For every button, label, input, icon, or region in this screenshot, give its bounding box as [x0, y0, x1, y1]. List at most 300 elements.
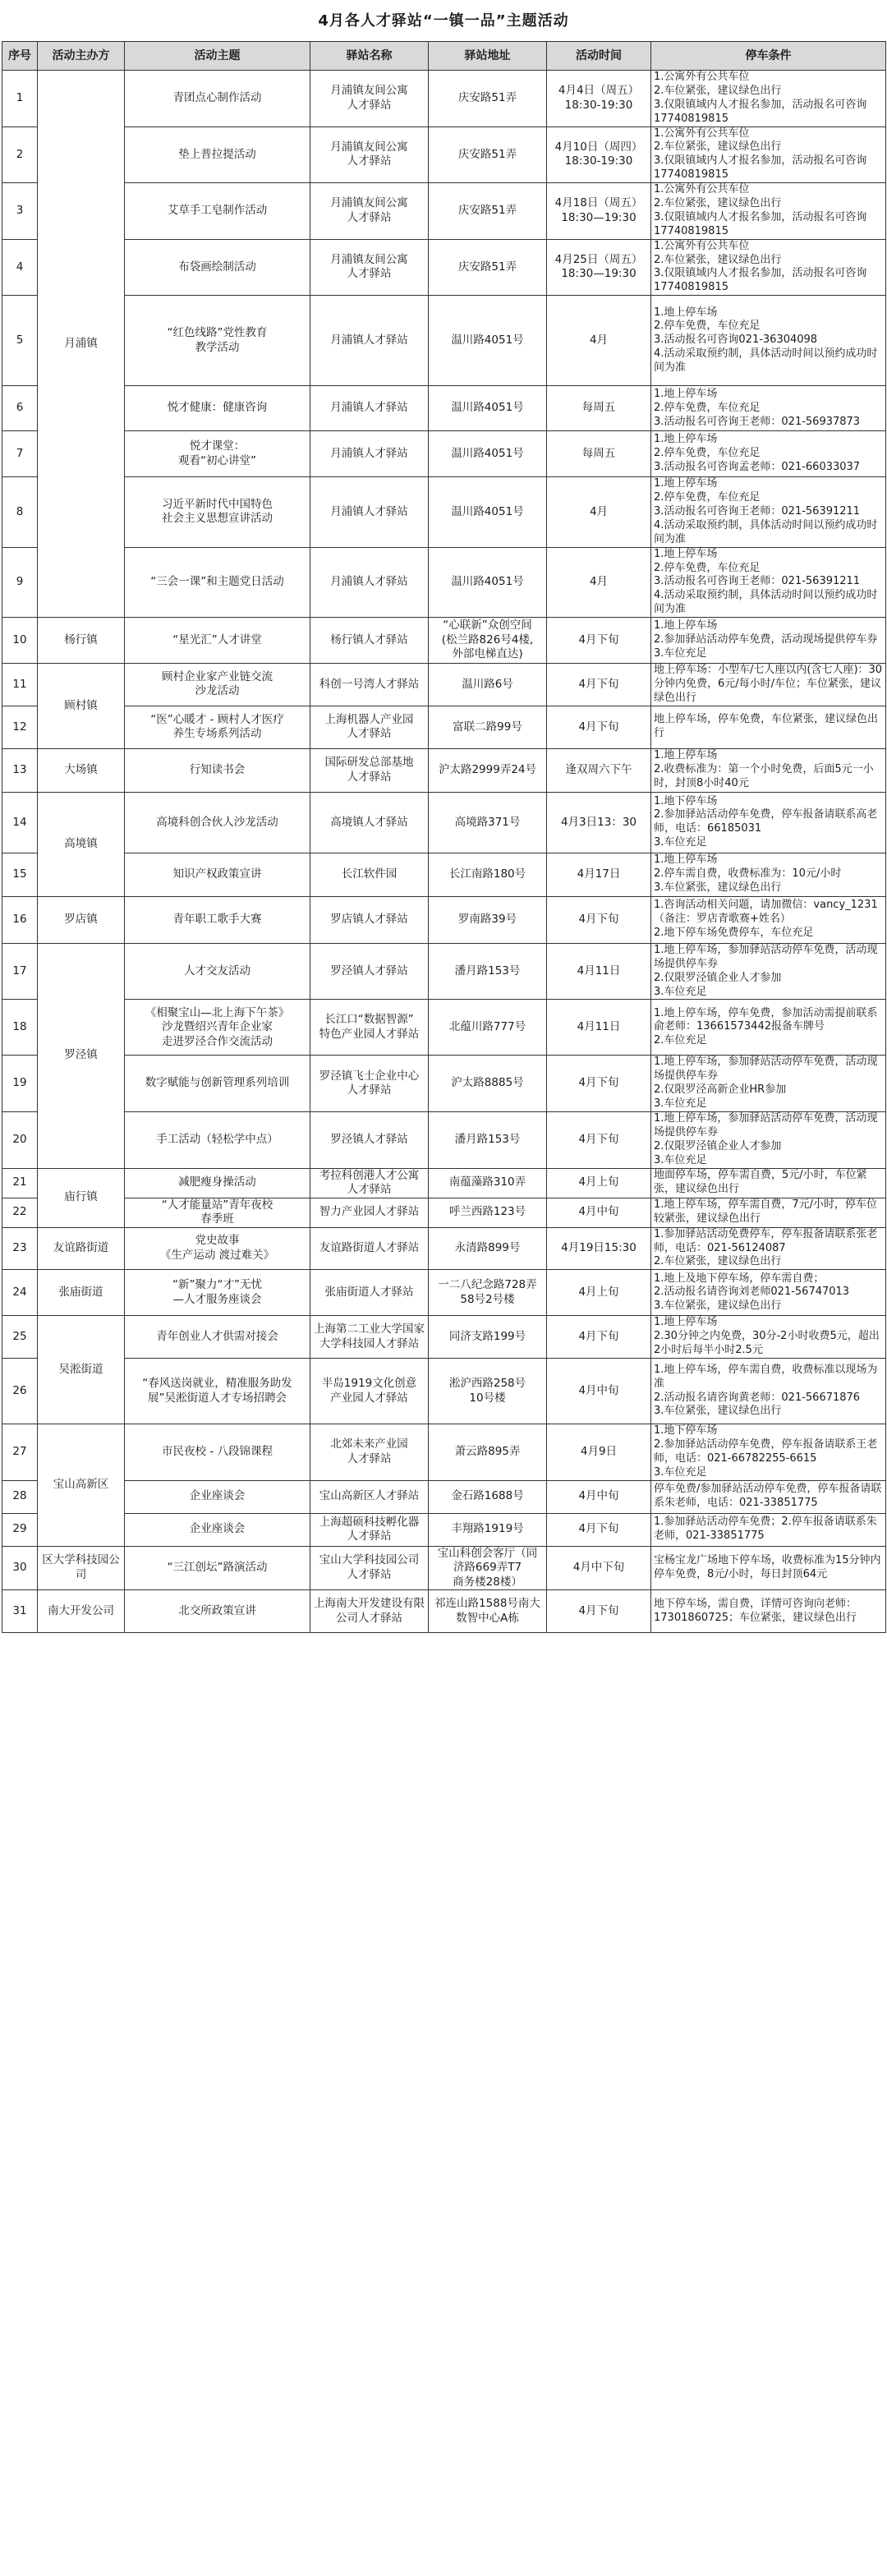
station-name-line: 杨行镇人才驿站 — [330, 632, 408, 646]
activity-time — [547, 792, 651, 853]
station-name-line: 人才驿站 — [347, 1083, 392, 1097]
station-name — [310, 1111, 429, 1168]
header-theme: 活动主题 — [125, 42, 310, 71]
parking-conditions-line: 3.仅限镇域内人才报名参加，活动报名可咨询17740819815 — [654, 210, 867, 237]
activity-time — [547, 1316, 651, 1359]
activity-theme-line: 人才交友活动 — [184, 964, 250, 978]
row-number: 10 — [2, 618, 38, 664]
table-row — [2, 1359, 886, 1424]
parking-conditions — [651, 792, 886, 853]
table-row — [2, 431, 886, 477]
activity-theme-line: 艾草手工皂制作活动 — [167, 204, 268, 218]
station-address-line: 南蕴藻路310弄 — [448, 1175, 526, 1189]
row-number: 23 — [2, 1227, 38, 1270]
table-row — [2, 1590, 886, 1633]
activity-time — [547, 706, 651, 748]
parking-conditions-line: 2.活动报名请咨询刘老师021-56747013 — [654, 1286, 850, 1299]
station-address-line: 温川路4051号 — [451, 446, 524, 460]
station-address-line: 萧云路895弄 — [454, 1445, 521, 1459]
table-row — [2, 1480, 886, 1513]
activity-theme — [125, 1590, 310, 1633]
station-name — [310, 1270, 429, 1316]
page-title: 4月各人才驿站“一镇一品”主题活动 — [318, 12, 569, 30]
station-address — [429, 1198, 547, 1227]
parking-conditions-line: 1.咨询活动相关问题，请加微信：vancy_1231（备注：罗店青歌赛+姓名） — [654, 899, 878, 926]
station-name-line: 月浦镇人才驿站 — [330, 504, 408, 518]
station-name-line: 罗泾镇人才驿站 — [330, 964, 408, 978]
parking-conditions — [651, 1424, 886, 1481]
parking-conditions-line: 2.30分钟之内免费，30分-2小时收费5元，超出2小时后每半小时2.5元 — [654, 1330, 880, 1357]
station-address-line: 潘月路153号 — [454, 964, 521, 978]
station-name — [310, 126, 429, 183]
activity-time-line: 4月18日（周五） — [554, 196, 643, 210]
table-row — [2, 1316, 886, 1359]
station-name-line: 人才驿站 — [347, 1567, 392, 1581]
parking-conditions-line: 2.停车免费，车位充足 — [654, 561, 761, 574]
parking-conditions-line: 1.地上停车场 — [654, 853, 718, 867]
station-address — [429, 239, 547, 296]
header-address: 驿站地址 — [429, 42, 547, 71]
station-name-line: 上海南大开发建设有限 — [314, 1597, 425, 1611]
station-name — [310, 1480, 429, 1513]
row-number: 12 — [2, 706, 38, 748]
activity-time — [547, 1590, 651, 1633]
station-address-line: 祁连山路1588号南大 — [434, 1597, 540, 1611]
station-name-line: 大学科技园人才驿站 — [319, 1336, 420, 1350]
station-name — [310, 853, 429, 896]
activity-time-line: 4月4日（周五） — [558, 84, 640, 98]
activity-time-line: 4月中旬 — [578, 1205, 619, 1219]
organizer-cell: 杨行镇 — [38, 618, 125, 664]
station-name-line: 人才驿站 — [347, 1183, 392, 1197]
table-row — [2, 1270, 886, 1316]
row-number: 3 — [2, 183, 38, 240]
table-body — [2, 71, 886, 1633]
activity-theme — [125, 71, 310, 127]
parking-conditions-line: 2.停车免费，车位充足 — [654, 491, 761, 504]
station-name-line: 智力产业园人才驿站 — [319, 1205, 420, 1219]
activity-time-line: 4月 — [589, 575, 609, 589]
header-parking: 停车条件 — [651, 42, 886, 71]
station-name-line: 高境镇人才驿站 — [330, 815, 408, 829]
activity-theme-line: 《生产运动 渡过难关》 — [159, 1249, 275, 1263]
activity-time — [547, 896, 651, 943]
table-row — [2, 71, 886, 127]
station-address-line: 淞沪西路258号 — [448, 1377, 526, 1390]
organizer-cell: 罗店镇 — [38, 896, 125, 943]
parking-conditions-line: 停车免费/参加驿站活动停车免费，停车报备请联系朱老师，电话：021-33851775 — [654, 1483, 882, 1510]
activity-theme-line: 企业座谈会 — [189, 1489, 246, 1503]
header-no: 序号 — [2, 42, 38, 71]
station-address — [429, 183, 547, 240]
station-name-line: 人才驿站 — [347, 727, 392, 741]
station-name-line: 人才驿站 — [347, 267, 392, 281]
table-row — [2, 239, 886, 296]
parking-conditions-line: 地下停车场，需自费，详情可咨询向老师：17301860725；车位紧张，建议绿色出行 — [654, 1597, 857, 1624]
activity-time-line: 4月下旬 — [578, 677, 619, 691]
activity-theme-line: 社会主义思想宣讲活动 — [162, 512, 273, 526]
station-address-line: 温川路4051号 — [451, 401, 524, 415]
activity-theme-line: 企业座谈会 — [189, 1522, 246, 1536]
table-row — [2, 664, 886, 706]
parking-conditions-line: 2.仅限罗泾镇企业人才参加 — [654, 971, 782, 984]
station-name — [310, 1546, 429, 1590]
activity-time — [547, 1168, 651, 1198]
organizer-cell: 张庙街道 — [38, 1270, 125, 1316]
parking-conditions-line: 1.地上停车场，参加驿站活动停车免费，活动现场提供停车券 — [654, 1056, 878, 1083]
header-row — [2, 42, 886, 71]
station-address-line: 罗南路39号 — [457, 913, 517, 927]
station-name — [310, 1590, 429, 1633]
activity-time-line: 4月17日 — [577, 867, 621, 881]
parking-conditions-line: 2.停车免费，车位充足 — [654, 447, 761, 460]
activity-theme-line: 市民夜校 - 八段锦课程 — [162, 1445, 273, 1459]
activity-theme-line: 走进罗泾合作交流活动 — [162, 1034, 273, 1048]
activity-time-line: 18:30-19:30 — [564, 154, 633, 168]
parking-conditions-line: 1.地上停车场，停车需自费，7元/小时，停车位较紧张，建议绿色出行 — [654, 1198, 878, 1226]
activity-theme — [125, 1111, 310, 1168]
parking-conditions-line: 3.活动报名可咨询王老师：021-56391211 — [654, 505, 861, 518]
header-station: 驿站名称 — [310, 42, 429, 71]
row-number: 18 — [2, 1000, 38, 1056]
organizer-cell: 吴淞街道 — [38, 1316, 125, 1424]
station-name — [310, 943, 429, 1000]
table-row — [2, 547, 886, 617]
station-name — [310, 477, 429, 547]
parking-conditions-line: 1.地上停车场 — [654, 433, 718, 446]
table-row — [2, 1168, 886, 1198]
parking-conditions — [651, 126, 886, 183]
table-row — [2, 1056, 886, 1112]
station-address-line: 温川路4051号 — [451, 575, 524, 589]
activity-time — [547, 748, 651, 792]
activity-theme — [125, 792, 310, 853]
activity-theme — [125, 1546, 310, 1590]
parking-conditions-line: 3.车位紧张，建议绿色出行 — [654, 1300, 782, 1313]
activity-theme-line: 展”吴淞街道人才专场招聘会 — [148, 1391, 287, 1405]
station-address-line: 丰翔路1919号 — [451, 1522, 524, 1536]
activity-time — [547, 71, 651, 127]
station-address — [429, 943, 547, 1000]
activity-time-line: 逢双周六下午 — [565, 763, 632, 777]
station-name — [310, 386, 429, 431]
parking-conditions — [651, 1546, 886, 1590]
parking-conditions-line: 2.车位紧张，建议绿色出行 — [654, 140, 782, 154]
station-address-line: 庆安路51弄 — [457, 91, 517, 104]
station-name-line: 上海机器人产业园 — [324, 712, 414, 726]
station-name-line: 宝山高新区人才驿站 — [319, 1489, 420, 1503]
parking-conditions-line: 3.车位紧张，建议绿色出行 — [654, 1405, 782, 1418]
station-address-line: 高境路371号 — [454, 815, 521, 829]
activity-theme-line: 手工活动（轻松学中点） — [156, 1132, 278, 1146]
parking-conditions — [651, 1480, 886, 1513]
station-address — [429, 853, 547, 896]
parking-conditions-line: 1.公寓外有公共车位 — [654, 239, 750, 252]
station-name — [310, 1198, 429, 1227]
activity-time-line: 4月 — [589, 504, 609, 518]
activity-theme — [125, 1270, 310, 1316]
row-number: 20 — [2, 1111, 38, 1168]
station-address — [429, 296, 547, 386]
organizer-cell: 大场镇 — [38, 748, 125, 792]
activity-time-line: 18:30—19:30 — [561, 267, 637, 281]
station-address — [429, 896, 547, 943]
activity-theme — [125, 239, 310, 296]
organizer-cell: 友谊路街道 — [38, 1227, 125, 1270]
parking-conditions — [651, 386, 886, 431]
parking-conditions — [651, 1000, 886, 1056]
station-address-line: 数智中心A栋 — [456, 1611, 519, 1625]
organizer-cell: 高境镇 — [38, 792, 125, 896]
table-row — [2, 792, 886, 853]
table-row — [2, 1198, 886, 1227]
parking-conditions-line: 1.公寓外有公共车位 — [654, 126, 750, 140]
station-address-line: 宝山科创会客厅（同 — [437, 1546, 538, 1560]
activity-time — [547, 1111, 651, 1168]
activity-time-line: 4月下旬 — [578, 1076, 619, 1090]
activity-theme-line: —人才服务座谈会 — [172, 1292, 262, 1306]
parking-conditions-line: 4.活动采取预约制，具体活动时间以预约成功时间为准 — [654, 347, 878, 375]
activity-time-line: 4月下旬 — [578, 1329, 619, 1343]
activity-time — [547, 126, 651, 183]
station-address-line: 金石路1688号 — [451, 1489, 524, 1503]
activity-theme-line: “医”心暖才 - 顾村人才医疗 — [150, 712, 284, 726]
station-address-line: 温川路4051号 — [451, 504, 524, 518]
station-name-line: 月浦镇人才驿站 — [330, 446, 408, 460]
activity-theme-line: 北交所政策宣讲 — [178, 1603, 256, 1617]
activity-time-line: 4月下旬 — [578, 632, 619, 646]
activity-theme — [125, 1227, 310, 1270]
parking-conditions — [651, 183, 886, 240]
header-time: 活动时间 — [547, 42, 651, 71]
station-name — [310, 239, 429, 296]
station-address — [429, 1513, 547, 1546]
organizer-cell: 区大学科技园公司 — [38, 1546, 125, 1590]
station-address — [429, 748, 547, 792]
parking-conditions-line: 1.地上停车场，停车需自费，收费标准以现场为准 — [654, 1363, 878, 1390]
station-name — [310, 1000, 429, 1056]
station-address — [429, 618, 547, 664]
parking-conditions-line: 4.活动采取预约制，具体活动时间以预约成功时间为准 — [654, 518, 878, 545]
station-address-line: 10号楼 — [469, 1391, 506, 1405]
parking-conditions-line: 1.地上及地下停车场，停车需自费； — [654, 1272, 825, 1285]
station-address — [429, 1316, 547, 1359]
activity-time-line: 4月下旬 — [578, 1522, 619, 1536]
row-number: 29 — [2, 1513, 38, 1546]
table-row — [2, 1227, 886, 1270]
station-name — [310, 706, 429, 748]
row-number: 25 — [2, 1316, 38, 1359]
activity-time-line: 每周五 — [581, 446, 616, 460]
row-number: 19 — [2, 1056, 38, 1112]
station-name-line: 罗店镇人才驿站 — [330, 913, 408, 927]
row-number: 27 — [2, 1424, 38, 1481]
activity-theme-line: “三江创坛”路演活动 — [167, 1561, 268, 1575]
row-number: 21 — [2, 1168, 38, 1198]
parking-conditions-line: 1.地上停车场 — [654, 306, 718, 319]
station-address — [429, 1590, 547, 1633]
parking-conditions-line: 宝杨宝龙广场地下停车场，收费标准为15分钟内停车免费，8元/小时，每日封顶64元 — [654, 1554, 881, 1580]
organizer-cell: 月浦镇 — [38, 71, 125, 618]
parking-conditions — [651, 477, 886, 547]
activity-time-line: 4月上旬 — [578, 1286, 619, 1300]
station-address — [429, 1546, 547, 1590]
activity-time-line: 18:30—19:30 — [561, 210, 637, 224]
station-address — [429, 1000, 547, 1056]
station-address — [429, 1424, 547, 1481]
parking-conditions-line: 3.车位充足 — [654, 647, 707, 660]
activity-theme-line: “三会一课”和主题党日活动 — [150, 575, 284, 589]
station-address-line: 同济支路199号 — [448, 1329, 526, 1343]
parking-conditions-line: 3.活动报名可咨询孟老师：021-66033037 — [654, 461, 861, 474]
activity-time — [547, 1546, 651, 1590]
station-name — [310, 183, 429, 240]
parking-conditions — [651, 706, 886, 748]
activity-theme — [125, 853, 310, 896]
row-number: 9 — [2, 547, 38, 617]
activity-time-line: 4月下旬 — [578, 1132, 619, 1146]
table-row — [2, 1513, 886, 1546]
header-organizer: 活动主办方 — [38, 42, 125, 71]
parking-conditions-line: 1.参加驿站活动停车免费；2.停车报备请联系朱老师，021-33851775 — [654, 1516, 877, 1543]
organizer-cell: 南大开发公司 — [38, 1590, 125, 1633]
activity-time — [547, 547, 651, 617]
parking-conditions — [651, 1316, 886, 1359]
station-name-line: 月浦镇友间公寓 — [330, 196, 408, 210]
activity-theme — [125, 296, 310, 386]
table-row — [2, 477, 886, 547]
station-address-line: 庆安路51弄 — [457, 147, 517, 161]
station-address-line: 外部电梯直达) — [452, 647, 523, 661]
parking-conditions-line: 1.地上停车场 — [654, 547, 718, 560]
activity-theme-line: 党史故事 — [195, 1234, 240, 1248]
activity-theme — [125, 896, 310, 943]
activity-theme — [125, 1056, 310, 1112]
parking-conditions — [651, 1168, 886, 1198]
parking-conditions-line: 3.车位充足 — [654, 1465, 707, 1479]
station-address-line: 庆安路51弄 — [457, 204, 517, 218]
activity-time — [547, 943, 651, 1000]
parking-conditions-line: 1.公寓外有公共车位 — [654, 71, 750, 83]
activity-time — [547, 1513, 651, 1546]
station-name-line: 上海第二工业大学国家 — [314, 1322, 425, 1336]
table-row — [2, 296, 886, 386]
activity-theme-line: 青年职工歌手大赛 — [172, 913, 262, 927]
parking-conditions-line: 2.车位紧张，建议绿色出行 — [654, 1255, 782, 1268]
activity-theme-line: 布袋画绘制活动 — [178, 260, 256, 274]
station-name-line: 人才驿站 — [347, 1451, 392, 1465]
parking-conditions-line: 1.参加驿站活动免费停车，停车报备请联系张老师，电话：021-56124087 — [654, 1227, 878, 1254]
table-row — [2, 386, 886, 431]
row-number: 26 — [2, 1359, 38, 1424]
parking-conditions-line: 3.车位充足 — [654, 836, 707, 849]
parking-conditions-line: 地上停车场：小型车/七人座以内(含七人座)：30分钟内免费，6元/每小时/车位；车位紧张，建议绿色出行 — [654, 664, 883, 704]
row-number: 8 — [2, 477, 38, 547]
station-name-line: 友谊路街道人才驿站 — [319, 1241, 420, 1255]
station-name-line: 张庙街道人才驿站 — [324, 1286, 414, 1300]
station-name-line: 国际研发总部基地 — [324, 756, 414, 770]
activity-time-line: 4月中下旬 — [572, 1561, 625, 1575]
organizer-cell: 宝山高新区 — [38, 1424, 125, 1547]
activity-time-line: 4月中旬 — [578, 1383, 619, 1397]
station-address-line: 长江南路180号 — [448, 867, 526, 881]
activity-time — [547, 431, 651, 477]
activity-theme — [125, 386, 310, 431]
parking-conditions-line: 3.仅限镇域内人才报名参加，活动报名可咨询17740819815 — [654, 267, 867, 294]
activity-theme-line: 沙龙活动 — [195, 684, 240, 698]
station-name — [310, 1168, 429, 1198]
station-name-line: 月浦镇友间公寓 — [330, 252, 408, 266]
activity-time-line: 4月下旬 — [578, 913, 619, 927]
parking-conditions-line: 1.地上停车场 — [654, 749, 718, 762]
activity-time — [547, 1359, 651, 1424]
station-name — [310, 431, 429, 477]
station-name-line: 半岛1919文化创意 — [321, 1377, 417, 1390]
station-name-line: 北郊未来产业园 — [330, 1438, 408, 1451]
organizer-cell: 罗泾镇 — [38, 943, 125, 1168]
station-name-line: 长江口“数据智源” — [324, 1013, 414, 1027]
row-number: 13 — [2, 748, 38, 792]
parking-conditions-line: 2.停车需自费，收费标准为：10元/小时 — [654, 867, 842, 881]
station-name-line: 月浦镇人才驿站 — [330, 401, 408, 415]
activity-theme-line: “红色线路”党性教育 — [167, 326, 268, 340]
station-name-line: 人才驿站 — [347, 770, 392, 784]
activity-theme — [125, 477, 310, 547]
station-address-line: 一二八纪念路728弄 — [438, 1278, 537, 1292]
station-name-line: 人才驿站 — [347, 1530, 392, 1543]
station-name — [310, 618, 429, 664]
station-name-line: 宝山大学科技园公司 — [319, 1553, 420, 1567]
activity-theme-line: 行知读书会 — [189, 763, 246, 777]
table-row — [2, 183, 886, 240]
activity-time-line: 4月25日（周五） — [554, 252, 643, 266]
row-number: 31 — [2, 1590, 38, 1633]
activity-theme-line: 悦才课堂： — [189, 439, 246, 453]
table-row — [2, 1000, 886, 1056]
parking-conditions-line: 3.车位充足 — [654, 985, 707, 998]
parking-conditions-line: 3.车位充足 — [654, 1153, 707, 1166]
parking-conditions-line: 1.地上停车场 — [654, 619, 718, 632]
parking-conditions-line: 2.地下停车场免费停车，车位充足 — [654, 927, 814, 940]
parking-conditions — [651, 943, 886, 1000]
station-address — [429, 386, 547, 431]
table-row — [2, 706, 886, 748]
station-address-line: 沪太路8885号 — [451, 1076, 524, 1090]
activity-time-line: 4月下旬 — [578, 720, 619, 734]
row-number: 22 — [2, 1198, 38, 1227]
activity-time — [547, 1198, 651, 1227]
station-address-line: 富联二路99号 — [453, 720, 522, 734]
station-address — [429, 706, 547, 748]
station-address — [429, 1227, 547, 1270]
activity-time — [547, 618, 651, 664]
row-number: 14 — [2, 792, 38, 853]
table-row — [2, 618, 886, 664]
row-number: 5 — [2, 296, 38, 386]
row-number: 17 — [2, 943, 38, 1000]
station-address — [429, 1480, 547, 1513]
activity-theme-line: 沙龙暨绍兴青年企业家 — [162, 1020, 273, 1034]
parking-conditions-line: 2.参加驿站活动停车免费，停车报备请联系高老师，电话：66185031 — [654, 808, 878, 835]
parking-conditions-line: 地上停车场，停车免费，车位紧张，建议绿色出行 — [654, 713, 879, 740]
station-name-line: 罗泾镇人才驿站 — [330, 1132, 408, 1146]
station-name-line: 公司人才驿站 — [336, 1611, 402, 1625]
activity-theme — [125, 547, 310, 617]
parking-conditions — [651, 748, 886, 792]
activity-theme — [125, 1424, 310, 1481]
station-address-line: 济路669弄T7 — [453, 1561, 522, 1575]
station-name — [310, 547, 429, 617]
